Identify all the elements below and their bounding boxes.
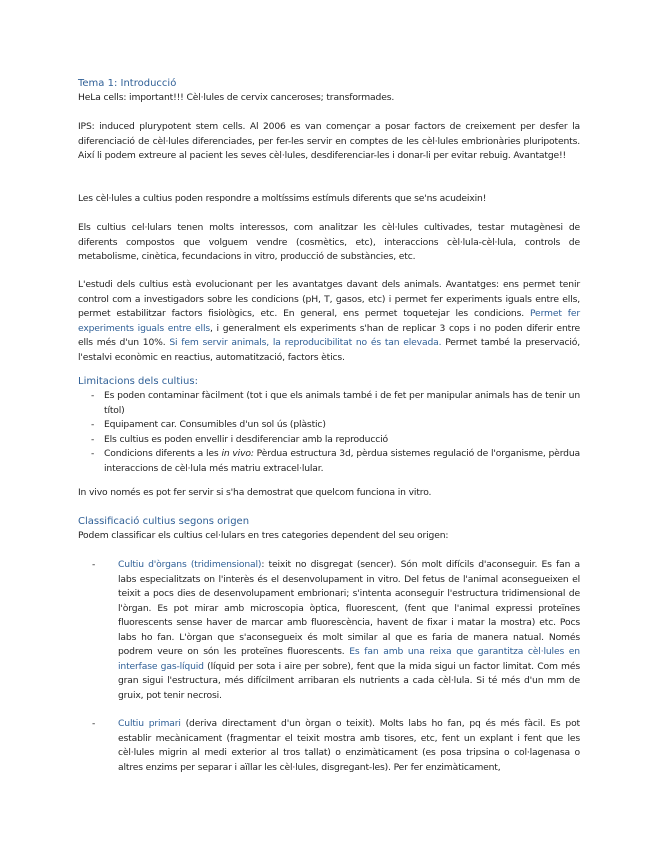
- estudi-blue-1: Permet fer experiments iguals entre ells: [78, 308, 580, 334]
- interessos-paragraph: Els cultius cel·lulars tenen molts interessos, com analitzar les cèl·lules cultivades, testar mutagènesi de diferents compostos que volguem vendre (cosmètics, etc), interaccions cèl·lula-cèl·lula, controls de metabolisme, cinètica, fecundacions in vitro, producció de substàncies, etc.: [78, 222, 580, 262]
- limitacions-list: [78, 389, 580, 476]
- estudi-blue-2: Si fem servir animals, la reproducibilitat no és tan elevada.: [169, 337, 442, 348]
- list-item-organs: - Cultiu d'òrgans (tridimensional): teixit no disgregat (sencer). Són molt difícils d'aconseguir. Es fan a labs especialitzats on l'interès és el desenvolupament in vitro. Del fetus de l'animal aconsegueixen el teixit a pocs dies de desenvolupament embrionari; s'intenta aconseguir l'estructura tridimensional de l'òrgan. Es pot mirar amb microscopia òptica, fluorescent, (fent que l'animal expressi proteïnes fluorescents sense haver de marcar amb fluorescència, havent de fixar i matar la mostra) etc. Pocs labs ho fan. L'òrgan que s'aconsegueix és molt similar al que es faria de manera natual. Només podrem veure on són les proteïnes fluorescents. Es fan amb una reixa que garantitza cèl·lules en interfase gas-líquid (líquid per sota i aire per sobre), fent que la mida sigui un factor limitat. Com més gran sigui l'estructura, més difícilment arribaran els nutrients a cada cèl·lula. Si té més d'un mm de gruix, pot tenir necrosi.: [92, 559, 580, 701]
- estudi-text-2: , i generalment els experiments s'han de replicar 3 cops i no poden diferir entre ells més d'un 10%.: [78, 322, 580, 348]
- hela-line: HeLa cells: important!!! Cèl·lules de cervix canceroses; transformades.: [78, 92, 395, 103]
- classificacio-list: [78, 558, 580, 775]
- estudi-text-1: L'estudi dels cultius està evolucionant per les avantatges davant dels animals. Avantatges: ens permet tenir control com a investigadors sobre les condicions (pH, T, gasos, etc) i permet fer experiments iguals entre ells, permet estabilitzar factors fisiològics, etc. En general, ens permet toquetejar les condicions.: [78, 279, 580, 319]
- tema-heading: Tema 1: Introducció: [78, 78, 177, 89]
- organs-title: Cultiu d'òrgans (tridimensional): [118, 559, 262, 570]
- invivo-paragraph: In vivo només es pot fer servir si s'ha demostrat que quelcom funciona in vitro.: [78, 487, 432, 498]
- classificacio-heading: Classificació cultius segons origen: [78, 516, 250, 527]
- primari-title: Cultiu primari: [118, 718, 181, 729]
- ips-paragraph: IPS: induced plurypotent stem cells. Al 2006 es van començar a posar factors de creixement per desfer la diferenciació de cèl·lules diferenciades, per fer-les servir en comptes de les cèl·lules embrionàries pluripotents. Així li podem extreure al pacient les seves cèl·lules, desdiferenciar-les i donar-li per evitar rebuig. Avantatge!!: [78, 121, 580, 161]
- list-item: - Equipament car. Consumibles d'un sol ús (plàstic): [91, 419, 326, 430]
- estudi-text-3: Permet també la preservació, l'estalvi econòmic en reactius, automatització, factors ètics.: [78, 337, 581, 363]
- list-item: - Es poden contaminar fàcilment (tot i que els animals també i de fet per manipular animals has de tenir un títol): [91, 390, 580, 416]
- classificacio-intro: Podem classificar els cultius cel·lulars en tres categories dependent del seu origen:: [78, 530, 449, 541]
- list-item: - Condicions diferents a les in vivo: Pèrdua estructura 3d, pèrdua sistemes regulació de l'organisme, pèrdua interaccions de cèl·lula més matriu extracel·lular.: [91, 448, 580, 474]
- organs-blue: Es fan amb una reixa que garantitza cèl·lules en interfase gas-líquid: [118, 646, 580, 672]
- list-item-primari: - Cultiu primari (deriva directament d'un òrgan o teixit). Molts labs ho fan, pq és més fàcil. Es pot establir mecànicament (fragmentar el teixit mostra amb tisores, etc, fent un explant i fent que les cèl·lules migrin al medi exterior al tros tallat) o enzimàticament (es posa tripsina o col·lagenasa o altres enzims per separar i aïllar les cèl·lules, disgregant-les). Per fer enzimàticament,: [92, 718, 580, 773]
- estudi-paragraph: [78, 278, 580, 365]
- limitacions-heading: Limitacions dels cultius:: [78, 376, 198, 387]
- estimuls-paragraph: Les cèl·lules a cultius poden respondre a moltíssims estímuls diferents que se'ns acudeixin!: [78, 193, 487, 204]
- list-item: - Els cultius es poden envellir i desdiferenciar amb la reproducció: [91, 433, 389, 445]
